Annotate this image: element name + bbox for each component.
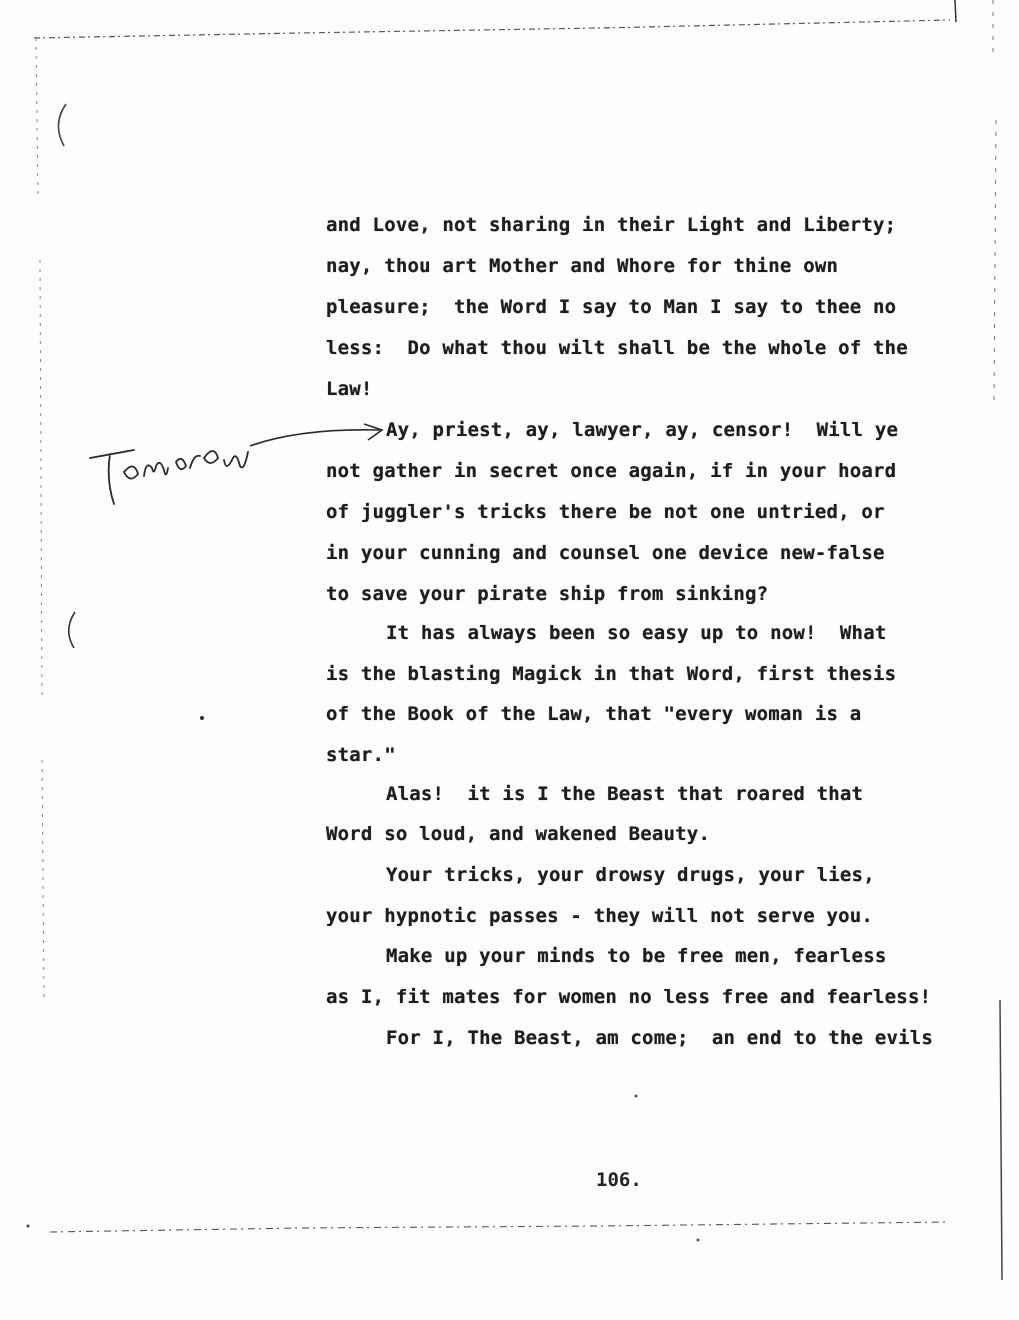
text-line-21: For I, The Beast, am come; an end to the evils xyxy=(386,1027,934,1049)
text-line-8: of juggler's tricks there be not one untried, or xyxy=(326,501,885,523)
text-line-3: pleasure; the Word I say to Man I say to thee no xyxy=(326,296,897,318)
text-line-10: to save your pirate ship from sinking? xyxy=(326,583,769,605)
text-line-13: of the Book of the Law, that "every woman is a xyxy=(326,703,862,725)
text-line-11: It has always been so easy up to now! What xyxy=(386,622,887,644)
text-line-2: nay, thou art Mother and Whore for thine own xyxy=(326,255,839,277)
text-line-15: Alas! it is I the Beast that roared that xyxy=(386,783,864,805)
text-line-19: Make up your minds to be free men, fearless xyxy=(386,945,887,967)
text-line-14: star." xyxy=(326,744,396,766)
text-line-17: Your tricks, your drowsy drugs, your lies, xyxy=(386,864,875,886)
text-line-1: and Love, not sharing in their Light and Liberty; xyxy=(326,214,897,236)
text-line-6: Ay, priest, ay, lawyer, ay, censor! Will ye xyxy=(386,419,899,441)
text-line-16: Word so loud, and wakened Beauty. xyxy=(326,823,711,845)
text-line-4: less: Do what thou wilt shall be the whole of the xyxy=(326,337,908,359)
text-line-20: as I, fit mates for women no less free and fearless! xyxy=(326,986,932,1008)
left-bracket-mark-middle xyxy=(60,608,80,652)
left-bracket-mark-top xyxy=(50,100,70,150)
text-line-9: in your cunning and counsel one device new-false xyxy=(326,542,885,564)
text-line-18: your hypnotic passes - they will not serve you. xyxy=(326,905,874,927)
text-line-5: Law! xyxy=(326,378,373,400)
text-line-7: not gather in secret once again, if in your hoard xyxy=(326,460,897,482)
page-number: 106. xyxy=(596,1169,642,1191)
text-line-12: is the blasting Magick in that Word, first thesis xyxy=(326,663,897,685)
